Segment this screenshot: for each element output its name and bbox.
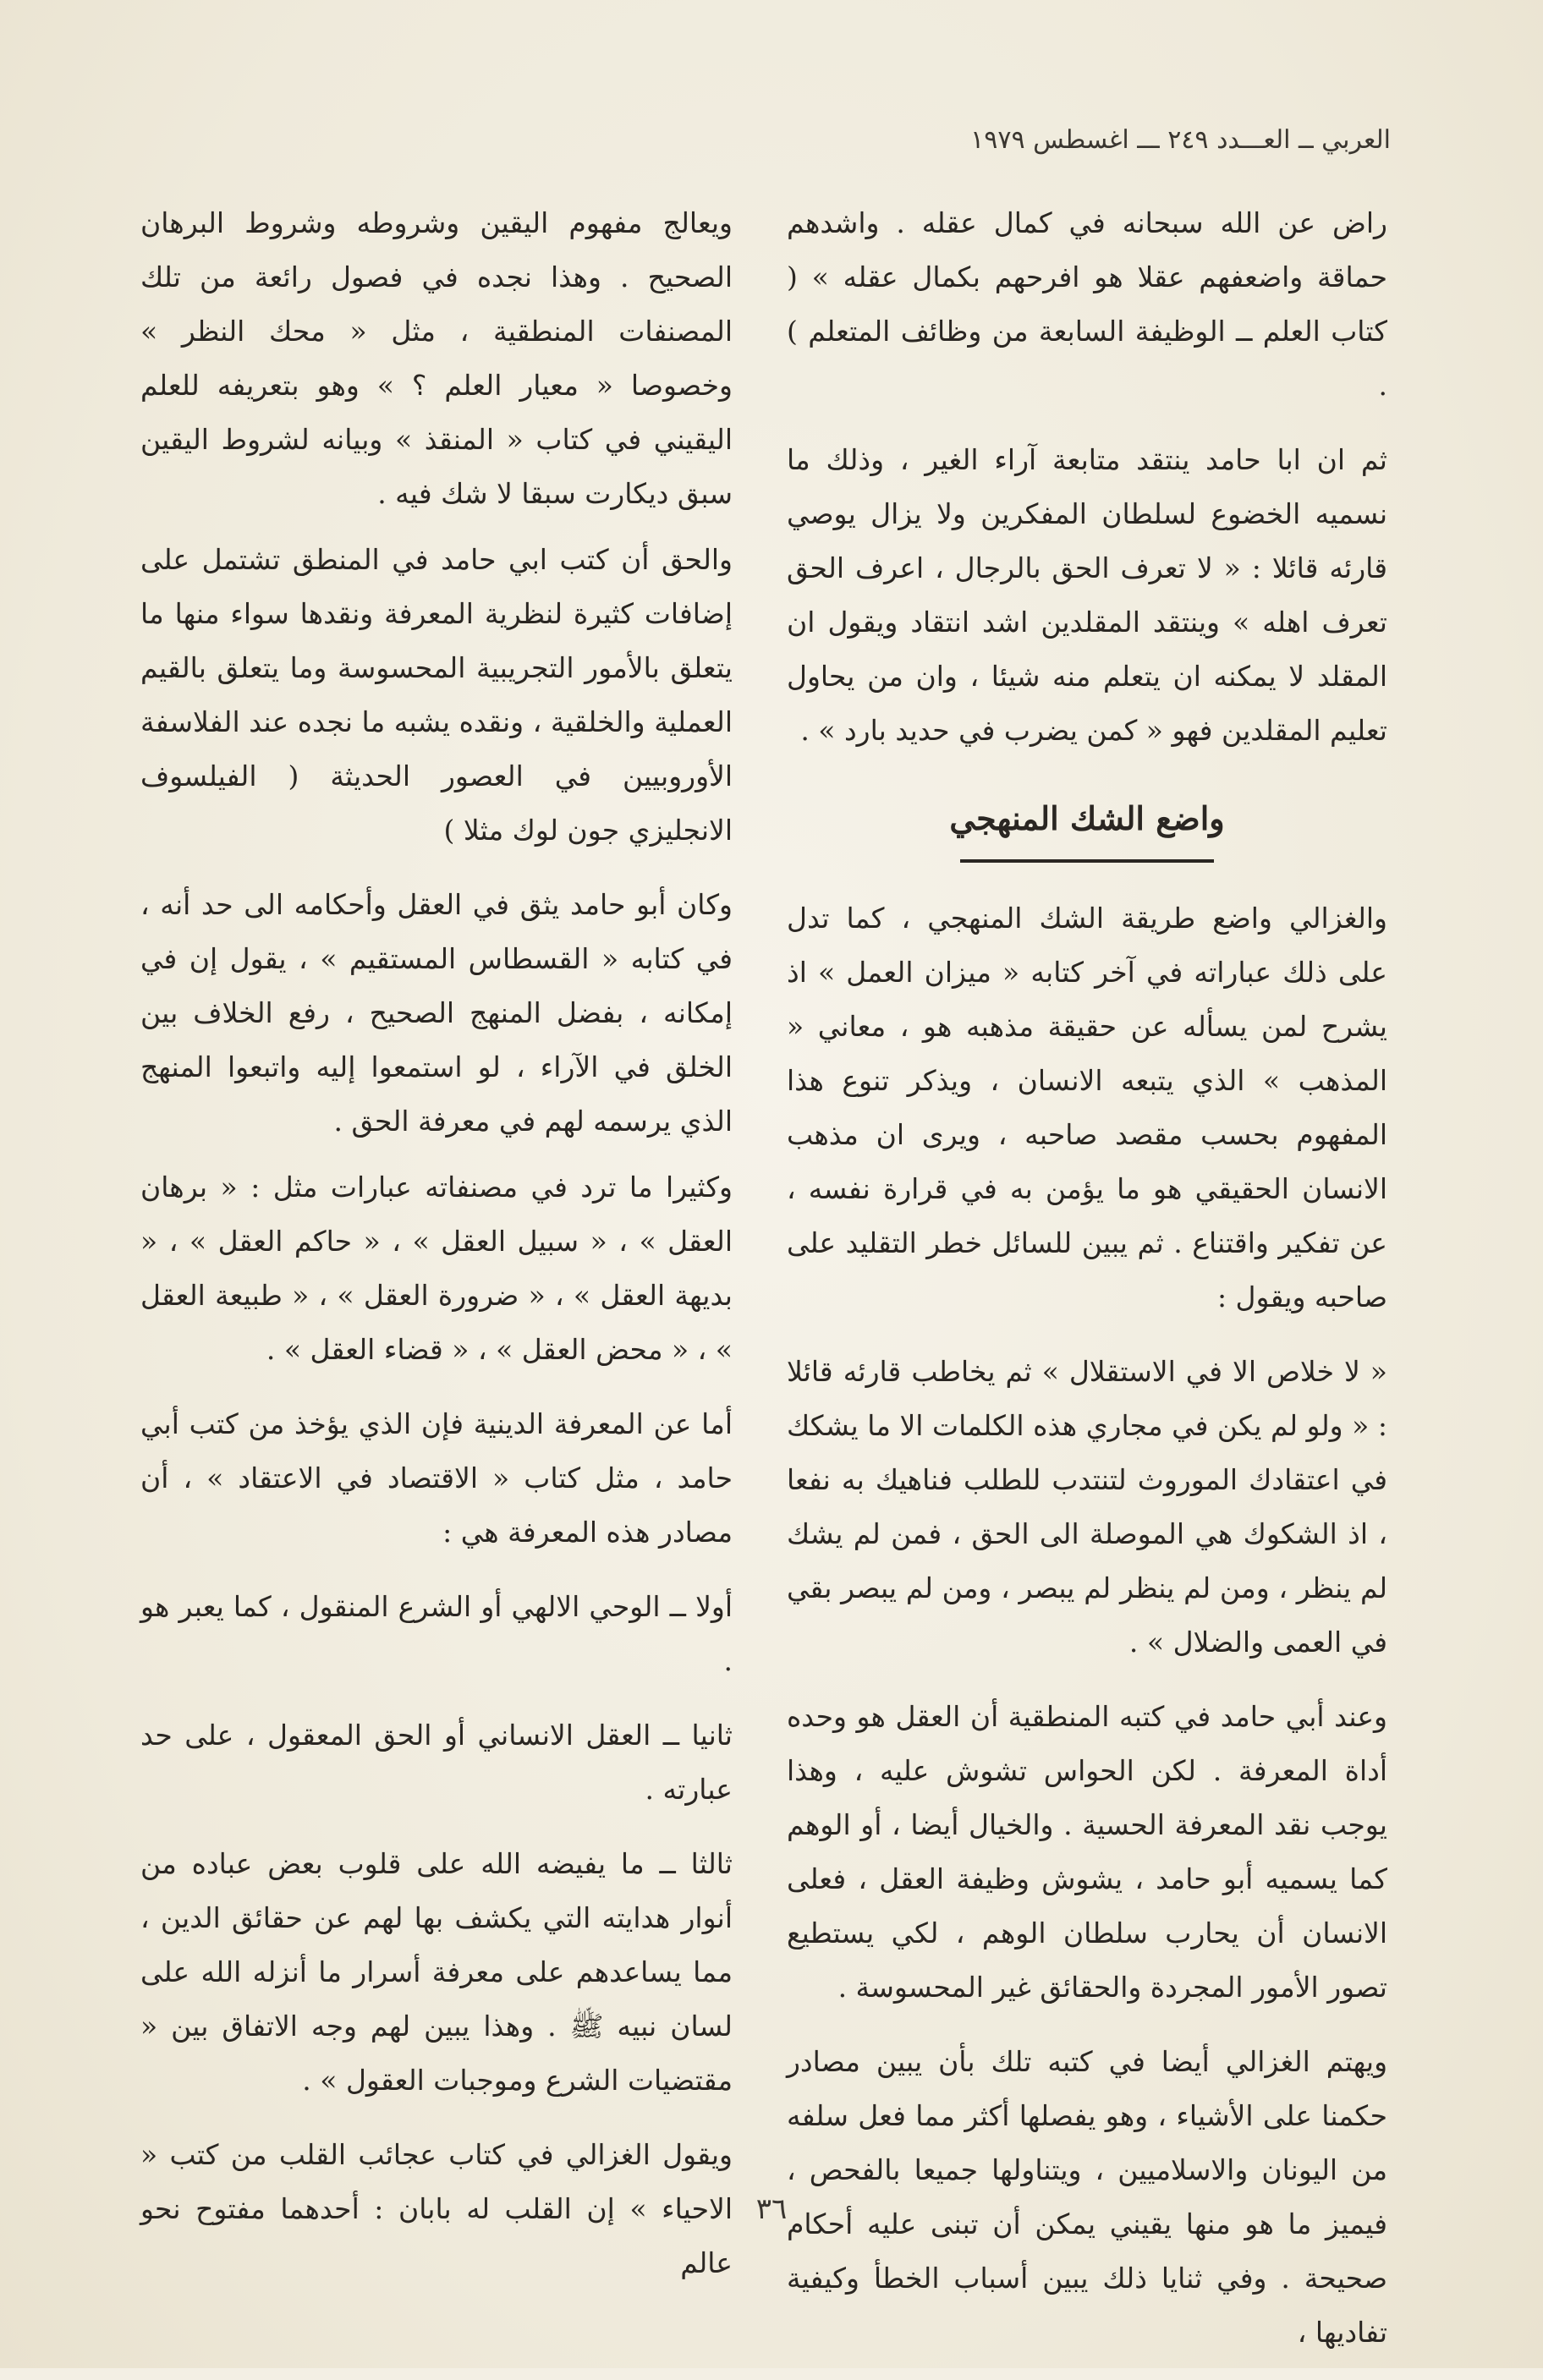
right-column xyxy=(787,196,1387,2380)
paragraph: ويهتم الغزالي أيضا في كتبه تلك بأن يبين مصادر حكمنا على الأشياء ، وهو يفصلها أكثر مما فعل سلفه من اليونان والاسلاميين ، ويتناولها جميعا بالفحص ، فيميز ما هو منها يقيني يمكن أن تبنى عليه أحكام صحيحة . وفي ثنايا ذلك يبين أسباب الخطأ وكيفية تفاديها ، xyxy=(787,2045,1387,2349)
paragraph: وكان أبو حامد يثق في العقل وأحكامه الى حد أنه ، في كتابه « القسطاس المستقيم » ، يقول إن في إمكانه ، بفضل المنهج الصحيح ، رفع الخلاف بين الخلق في الآراء ، لو استمعوا إليه واتبعوا المنهج الذي يرسمه لهم في معرفة الحق . xyxy=(140,888,733,1138)
list-item: ثانيا ــ العقل الانساني أو الحق المعقول ، على حد عبارته . xyxy=(140,1719,733,1806)
list-item: أولا ــ الوحي الالهي أو الشرع المنقول ، كما يعبر هو . xyxy=(140,1590,733,1677)
running-header: العربي ــ العـــدد ٢٤٩ ـــ اغسطس ١٩٧٩ xyxy=(970,125,1391,155)
paragraph: ويقول الغزالي في كتاب عجائب القلب من كتب « الاحياء » إن القلب له بابان : أحدهما مفتوح نحو عالم xyxy=(140,2138,733,2279)
left-column xyxy=(140,196,733,2311)
heading-underline xyxy=(960,859,1214,863)
section-heading: واضع الشك المنهجي xyxy=(949,799,1225,837)
paragraph: راض عن الله سبحانه في كمال عقله . واشدهم حماقة واضعفهم عقلا هو افرحهم بكمال عقله » ( كتاب العلم ــ الوظيفة السابعة من وظائف المتعلم ) . xyxy=(787,206,1387,402)
paragraph: وكثيرا ما ترد في مصنفاته عبارات مثل : « برهان العقل » ، « سبيل العقل » ، « حاكم العقل » ، « بديهة العقل » ، « ضرورة العقل » ، « طبيعة العقل » ، « محض العقل » ، « قضاء العقل » . xyxy=(140,1171,733,1366)
paragraph: أما عن المعرفة الدينية فإن الذي يؤخذ من كتب أبي حامد ، مثل كتاب « الاقتصاد في الاعتقاد » ، أن مصادر هذه المعرفة هي : xyxy=(140,1407,733,1549)
list-item: ثالثا ــ ما يفيضه الله على قلوب بعض عباده من أنوار هدايته التي يكشف بها لهم عن حقائق الدين ، مما يساعدهم على معرفة أسرار ما أنزله الله على لسان نبيه ﷺ . وهذا يبين لهم وجه الاتفاق بين « مقتضيات الشرع وموجبات العقول » . xyxy=(140,1847,733,2097)
page-number: ٣٦ xyxy=(755,2192,788,2226)
paragraph: والحق أن كتب ابي حامد في المنطق تشتمل على إضافات كثيرة لنظرية المعرفة ونقدها سواء منها ما يتعلق بالأمور التجريبية المحسوسة وما يتعلق بالقيم العملية والخلقية ، ونقده يشبه ما نجده عند الفلاسفة الأوروبيين في العصور الحديثة ( الفيلسوف الانجليزي جون لوك مثلا ) xyxy=(140,543,733,847)
paragraph: والغزالي واضع طريقة الشك المنهجي ، كما تدل على ذلك عباراته في آخر كتابه « ميزان العمل » اذ يشرح لمن يسأله عن حقيقة مذهبه هو ، معاني « المذهب » الذي يتبعه الانسان ، ويذكر تنوع هذا المفهوم بحسب مقصد صاحبه ، ويرى ان مذهب الانسان الحقيقي هو ما يؤمن به في قرارة نفسه ، عن تفكير واقتناع . ثم يبين للسائل خطر التقليد على صاحبه ويقول : xyxy=(787,902,1387,1313)
paragraph: ثم ان ابا حامد ينتقد متابعة آراء الغير ، وذلك ما نسميه الخضوع لسلطان المفكرين ولا يزال يوصي قارئه قائلا : « لا تعرف الحق بالرجال ، اعرف الحق تعرف اهله » وينتقد المقلدين اشد انتقاد ويقول ان المقلد لا يمكنه ان يتعلم منه شيئا ، وان من يحاول تعليم المقلدين فهو « كمن يضرب في حديد بارد » . xyxy=(787,443,1387,747)
paragraph: ويعالج مفهوم اليقين وشروطه وشروط البرهان الصحيح . وهذا نجده في فصول رائعة من تلك المصنفات المنطقية ، مثل « محك النظر » وخصوصا « معيار العلم ؟ » وهو بتعريفه للعلم اليقيني في كتاب « المنقذ » وبيانه لشروط اليقين سبق ديكارت سبقا لا شك فيه . xyxy=(140,206,733,510)
paragraph: « لا خلاص الا في الاستقلال » ثم يخاطب قارئه قائلا : « ولو لم يكن في مجاري هذه الكلمات الا ما يشكك في اعتقادك الموروث لتنتدب للطلب فناهيك به نفعا ، اذ الشكوك هي الموصلة الى الحق ، فمن لم يشك لم ينظر ، ومن لم ينظر لم يبصر ، ومن لم يبصر بقي في العمى والضلال » . xyxy=(787,1355,1387,1659)
paragraph: وعند أبي حامد في كتبه المنطقية أن العقل هو وحده أداة المعرفة . لكن الحواس تشوش عليه ، وهذا يوجب نقد المعرفة الحسية . والخيال أيضا ، أو الوهم كما يسميه أبو حامد ، يشوش وظيفة العقل ، فعلى الانسان أن يحارب سلطان الوهم ، لكي يستطيع تصور الأمور المجردة والحقائق غير المحسوسة . xyxy=(787,1700,1387,2004)
